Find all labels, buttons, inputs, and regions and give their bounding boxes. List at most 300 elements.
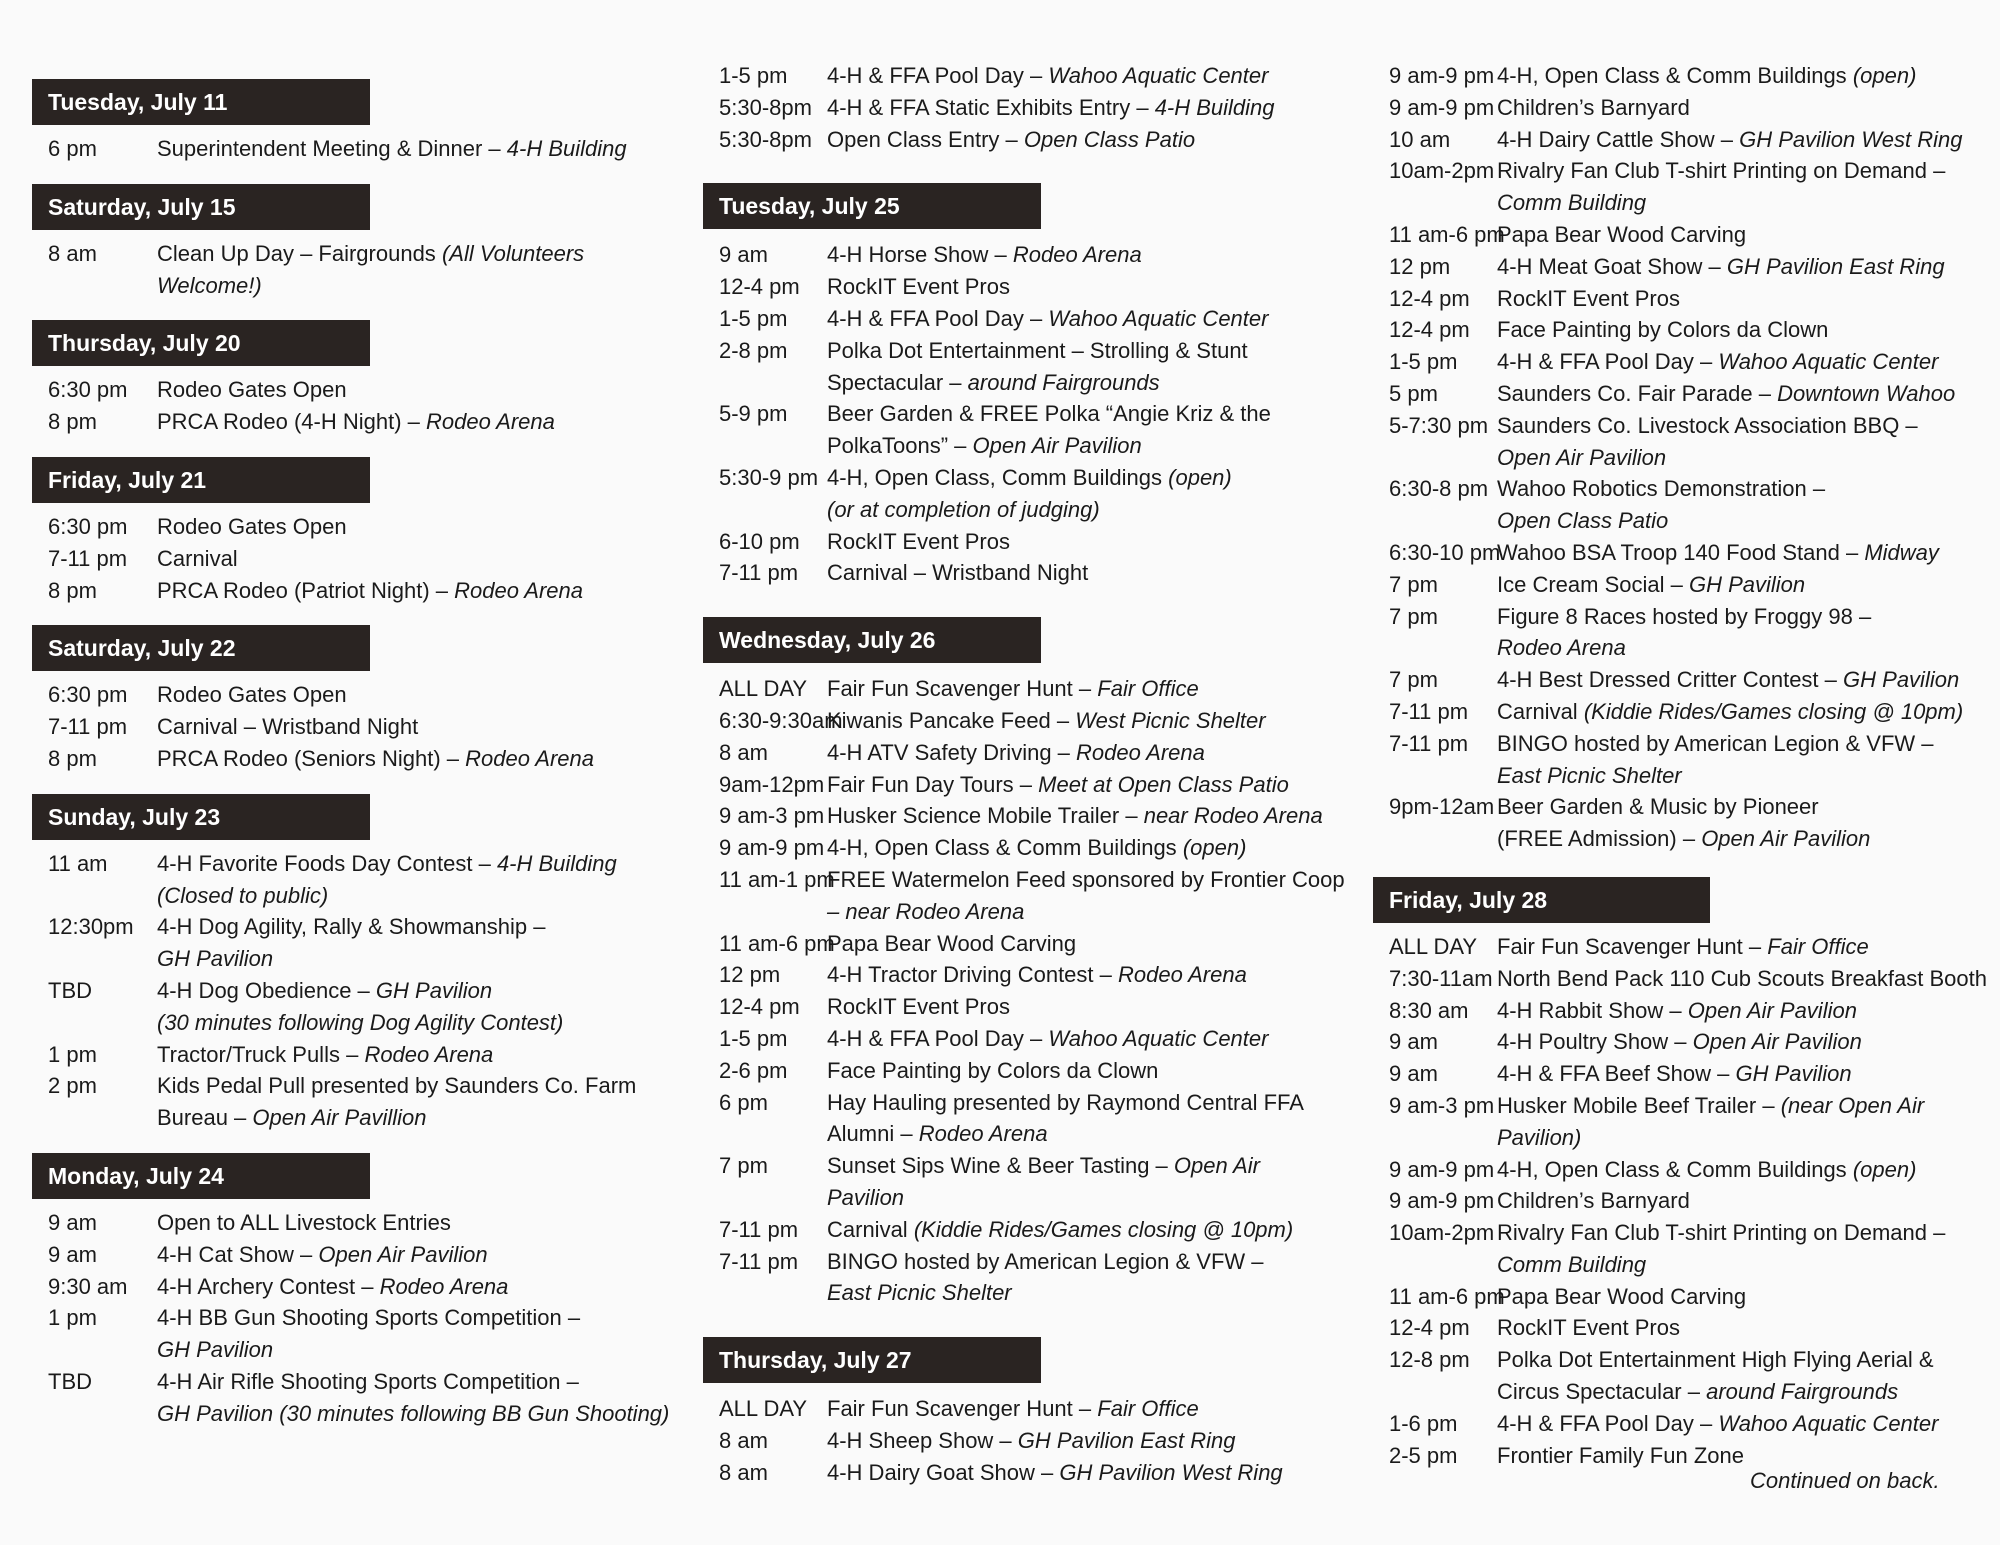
event-row (703, 769, 1353, 801)
event-description (1497, 1026, 1993, 1058)
event-title: Beer Garden & Music by Pioneer (FREE Admission) – (1497, 794, 1819, 852)
event-time: 9 am-9 pm (1389, 1188, 1495, 1214)
schedule-column-3 (1373, 60, 1993, 1471)
day-section (32, 184, 672, 302)
event-description (827, 1055, 1353, 1087)
event-location: GH Pavilion East Ring (1726, 253, 1945, 279)
event-location: 4-H Building (Closed to public) (157, 850, 617, 908)
event-row (32, 848, 672, 912)
event-time: 8 am (719, 739, 768, 765)
event-title: Carnival (1497, 698, 1578, 724)
event-time: TBD (48, 977, 92, 1003)
day-section (703, 60, 1353, 155)
event-title: RockIT Event Pros (1497, 1315, 1680, 1341)
event-location: Open Class Patio (1497, 508, 1669, 534)
event-description (827, 239, 1353, 271)
event-description (827, 1087, 1353, 1151)
event-title: Superintendent Meeting & Dinner – (157, 136, 501, 161)
event-time: 7-11 pm (1389, 698, 1469, 724)
event-description (1497, 664, 1993, 696)
event-description (827, 124, 1353, 156)
event-description (157, 1207, 672, 1239)
event-row (1373, 283, 1993, 315)
event-row (32, 133, 672, 165)
event-row (1373, 1154, 1993, 1186)
event-time: 10am-2pm (1389, 158, 1495, 184)
event-description (1497, 1281, 1993, 1313)
event-description (1497, 155, 1993, 219)
event-title: 4-H Cat Show – (157, 1241, 313, 1267)
event-title: Carnival – Wristband Night (157, 714, 419, 740)
event-location: GH Pavilion (157, 946, 274, 972)
event-location: Open Air Pavilion (1701, 826, 1871, 852)
event-title: PRCA Rodeo (Patriot Night) – (157, 577, 449, 603)
event-title: PRCA Rodeo (Seniors Night) – (157, 745, 460, 771)
event-row (1373, 1344, 1993, 1408)
event-row (1373, 1185, 1993, 1217)
event-description (827, 557, 1353, 589)
event-location: (near Open Air Pavilion) (1497, 1092, 1925, 1150)
event-description (157, 406, 672, 438)
event-description (157, 1239, 672, 1271)
event-row (703, 239, 1353, 271)
event-time: 6-10 pm (719, 528, 800, 554)
schedule-column-2 (703, 60, 1353, 1488)
event-location: (open) (1852, 63, 1917, 88)
event-description (827, 1393, 1353, 1425)
event-location: Rodeo Arena (1118, 962, 1247, 988)
event-title: Tractor/Truck Pulls – (157, 1041, 359, 1067)
event-title: RockIT Event Pros (827, 274, 1010, 300)
event-description (1497, 60, 1993, 92)
event-description (157, 1271, 672, 1303)
event-time: 5:30-8pm (719, 126, 812, 152)
event-description (157, 1070, 672, 1134)
event-title: Papa Bear Wood Carving (1497, 1283, 1747, 1309)
event-location: 4-H Building (1154, 94, 1275, 120)
event-location: – near Rodeo Arena (827, 898, 1025, 924)
event-time: 9 am-3 pm (1389, 1092, 1495, 1118)
event-location: (All Volunteers Welcome!) (157, 240, 585, 298)
event-time: 9 am-9 pm (1389, 94, 1495, 120)
event-time: 2-6 pm (719, 1057, 788, 1083)
event-title: 4-H ATV Safety Driving – (827, 739, 1070, 765)
event-title: Sunset Sips Wine & Beer Tasting – (827, 1153, 1168, 1179)
event-row (32, 406, 672, 438)
event-title: FREE Watermelon Feed sponsored by Frontier Coop (827, 866, 1345, 892)
event-time: 7-11 pm (48, 714, 128, 740)
event-title: Fair Fun Scavenger Hunt – (827, 1396, 1092, 1422)
event-time: 9pm-12am (1389, 794, 1495, 820)
event-title: 4-H, Open Class & Comm Buildings (827, 835, 1177, 861)
event-row (703, 1150, 1353, 1214)
event-location: (Kiddie Rides/Games closing @ 10pm) (913, 1216, 1294, 1242)
event-description (827, 303, 1353, 335)
day-header: Saturday, July 22 (32, 625, 370, 671)
event-description (1497, 283, 1993, 315)
day-header: Thursday, July 27 (703, 1337, 1041, 1383)
event-time: 1-6 pm (1389, 1410, 1458, 1436)
event-location: West Picnic Shelter (1075, 707, 1266, 733)
event-row (703, 800, 1353, 832)
event-description (157, 975, 672, 1039)
event-description (1497, 728, 1993, 792)
event-time: 1-5 pm (1389, 349, 1458, 375)
day-header: Sunday, July 23 (32, 794, 370, 840)
event-time: 11 am-6 pm (1389, 221, 1505, 247)
event-title: Open Class Entry – (827, 126, 1018, 152)
event-time: 6:30 pm (48, 377, 128, 403)
event-location: Rodeo Arena (454, 577, 583, 603)
event-location: Meet at Open Class Patio (1038, 771, 1289, 797)
event-description (827, 705, 1353, 737)
event-title: 4-H & FFA Pool Day – (827, 305, 1043, 331)
event-description (827, 1425, 1353, 1457)
event-row (703, 124, 1353, 156)
event-title: Children’s Barnyard (1497, 1188, 1690, 1214)
event-location: Rodeo Arena (364, 1041, 494, 1067)
event-row (1373, 473, 1993, 537)
event-title: Saunders Co. Fair Parade – (1497, 380, 1771, 406)
event-row (32, 743, 672, 775)
event-description (1497, 1344, 1993, 1408)
event-location: Fair Office (1097, 1396, 1199, 1422)
event-time: 12-4 pm (1389, 1315, 1470, 1341)
event-time: 1 pm (48, 1041, 97, 1067)
event-row (703, 1023, 1353, 1055)
event-time: 11 am (48, 850, 108, 876)
event-time: 9 am-3 pm (719, 803, 825, 829)
event-title: 4-H Dog Agility, Rally & Showmanship – (157, 914, 546, 940)
event-title: 4-H Poultry Show – (1497, 1029, 1687, 1055)
event-row (1373, 251, 1993, 283)
event-description (1497, 346, 1993, 378)
event-title: PRCA Rodeo (4-H Night) – (157, 409, 420, 435)
event-location: GH Pavilion (30 minutes following Dog Agility Contest) (157, 977, 564, 1035)
event-description (157, 133, 672, 165)
event-title: 4-H, Open Class, Comm Buildings (827, 464, 1163, 490)
event-row (1373, 728, 1993, 792)
event-title: Open to ALL Livestock Entries (157, 1209, 451, 1235)
event-time: 9 am (48, 1241, 97, 1267)
event-time: 6:30-8 pm (1389, 476, 1489, 502)
event-location: Rodeo Arena (1497, 635, 1626, 661)
event-title: 4-H & FFA Pool Day – (1497, 1410, 1713, 1436)
event-description (827, 832, 1353, 864)
event-title: Carnival (157, 545, 238, 571)
event-location: Rodeo Arena (1076, 739, 1205, 765)
event-title: Papa Bear Wood Carving (827, 930, 1077, 956)
event-title: 4-H & FFA Pool Day – (827, 63, 1043, 88)
event-title: RockIT Event Pros (827, 528, 1010, 554)
event-title: Children’s Barnyard (1497, 94, 1690, 120)
event-title: Wahoo Robotics Demonstration – (1497, 476, 1826, 502)
event-location: Open Air Pavillion (252, 1105, 427, 1131)
event-row (32, 711, 672, 743)
event-time: 5-9 pm (719, 401, 788, 427)
event-row (1373, 537, 1993, 569)
event-row (32, 374, 672, 406)
event-time: ALL DAY (1389, 933, 1478, 959)
event-description (1497, 410, 1993, 474)
event-row (703, 673, 1353, 705)
event-description (827, 864, 1353, 928)
event-time: 8 am (48, 240, 97, 266)
event-row (32, 1207, 672, 1239)
event-row (703, 705, 1353, 737)
day-section (32, 79, 672, 165)
event-title: Face Painting by Colors da Clown (1497, 317, 1829, 343)
event-title: Husker Mobile Beef Trailer – (1497, 1092, 1775, 1118)
event-title: 4-H & FFA Pool Day – (827, 1025, 1043, 1051)
event-row (1373, 155, 1993, 219)
event-row (1373, 963, 1993, 995)
event-time: 7 pm (1389, 667, 1438, 693)
event-row (703, 864, 1353, 928)
event-title: Fair Fun Day Tours – (827, 771, 1033, 797)
event-location: Rodeo Arena (1012, 242, 1142, 268)
event-description (157, 238, 672, 302)
day-header: Friday, July 28 (1373, 877, 1710, 923)
event-description (827, 1214, 1353, 1246)
event-row (703, 1393, 1353, 1425)
event-title: 4-H Sheep Show – (827, 1427, 1012, 1453)
event-description (157, 1302, 672, 1366)
event-location: Open Air Pavilion (1692, 1029, 1862, 1055)
event-row (703, 1425, 1353, 1457)
event-title: Figure 8 Races hosted by Froggy 98 – (1497, 603, 1872, 629)
event-time: 8:30 am (1389, 997, 1469, 1023)
event-time: 9 am (1389, 1029, 1438, 1055)
event-location: Open Air Pavilion (972, 433, 1142, 459)
event-location: Rodeo Arena (426, 409, 555, 435)
event-title: RockIT Event Pros (827, 994, 1010, 1020)
event-description (157, 1366, 672, 1430)
event-title: Hay Hauling presented by Raymond Central FFA Alumni – (827, 1089, 1304, 1147)
event-time: 11 am-6 pm (719, 930, 835, 956)
event-title: Wahoo BSA Troop 140 Food Stand – (1497, 539, 1859, 565)
event-title: Frontier Family Fun Zone (1497, 1442, 1744, 1468)
event-row (703, 1246, 1353, 1310)
event-time: 9am-12pm (719, 771, 825, 797)
event-location: GH Pavilion (1688, 571, 1806, 597)
event-time: 5:30-8pm (719, 94, 812, 120)
event-description (827, 92, 1353, 124)
event-title: 4-H Rabbit Show – (1497, 997, 1682, 1023)
event-location: Wahoo Aquatic Center (1048, 1025, 1269, 1051)
event-row (1373, 1312, 1993, 1344)
event-row (703, 959, 1353, 991)
event-row (32, 975, 672, 1039)
event-row (703, 335, 1353, 399)
day-header: Wednesday, July 26 (703, 617, 1041, 663)
event-description (157, 1039, 672, 1071)
event-location: Midway (1864, 539, 1939, 565)
event-location: GH Pavilion East Ring (1017, 1427, 1236, 1453)
event-location: Downtown Wahoo (1777, 380, 1956, 406)
event-location: Comm Building (1497, 190, 1647, 216)
event-description (1497, 1154, 1993, 1186)
event-description (1497, 1058, 1993, 1090)
event-description (827, 271, 1353, 303)
event-row (1373, 124, 1993, 156)
event-time: 1-5 pm (719, 305, 788, 331)
event-description (1497, 791, 1993, 855)
event-row (1373, 1440, 1993, 1472)
event-description (1497, 995, 1993, 1027)
event-row (32, 1302, 672, 1366)
event-row (703, 1214, 1353, 1246)
event-title: Rivalry Fan Club T-shirt Printing on Demand – (1497, 1220, 1946, 1246)
event-time: 9:30 am (48, 1273, 128, 1299)
event-time: 7:30-11am (1389, 965, 1493, 991)
event-time: 7-11 pm (719, 1248, 799, 1274)
event-row (32, 1271, 672, 1303)
event-title: Husker Science Mobile Trailer – (827, 803, 1138, 829)
event-time: 10am-2pm (1389, 1220, 1495, 1246)
event-description (827, 673, 1353, 705)
event-title: Saunders Co. Livestock Association BBQ – (1497, 412, 1918, 438)
event-location: Open Air Pavilion (827, 1153, 1260, 1210)
event-title: 4-H Tractor Driving Contest – (827, 962, 1112, 988)
event-time: 5 pm (1389, 380, 1438, 406)
event-row (1373, 410, 1993, 474)
event-title: Carnival – Wristband Night (827, 560, 1089, 586)
event-title: BINGO hosted by American Legion & VFW – (827, 1248, 1264, 1274)
event-time: 9 am-9 pm (1389, 63, 1495, 88)
event-description (1497, 1217, 1993, 1281)
event-location: around Fairgrounds (967, 369, 1160, 395)
event-title: Papa Bear Wood Carving (1497, 221, 1747, 247)
event-time: 11 am-6 pm (1389, 1283, 1505, 1309)
event-time: 8 am (719, 1459, 768, 1485)
event-description (157, 511, 672, 543)
day-section (32, 794, 672, 1134)
event-location: Rodeo Arena (379, 1273, 509, 1299)
event-time: 12-8 pm (1389, 1347, 1470, 1373)
event-row (703, 60, 1353, 92)
event-title: 4-H & FFA Static Exhibits Entry – (827, 94, 1149, 120)
event-row (1373, 1058, 1993, 1090)
event-description (827, 1246, 1353, 1310)
event-description (157, 711, 672, 743)
event-description (827, 462, 1353, 526)
event-title: Rivalry Fan Club T-shirt Printing on Demand – (1497, 158, 1946, 184)
event-row (703, 928, 1353, 960)
event-description (827, 991, 1353, 1023)
event-description (1497, 124, 1993, 156)
event-time: 8 pm (48, 409, 97, 435)
event-row (703, 1055, 1353, 1087)
event-location: (Kiddie Rides/Games closing @ 10pm) (1583, 698, 1964, 724)
event-title: 4-H Dairy Cattle Show – (1497, 126, 1733, 152)
event-location: Comm Building (1497, 1251, 1647, 1277)
event-time: 6:30 pm (48, 682, 128, 708)
event-time: 7-11 pm (48, 545, 128, 571)
event-description (1497, 92, 1993, 124)
event-description (157, 848, 672, 912)
day-section (32, 1153, 672, 1430)
event-location: Wahoo Aquatic Center (1048, 305, 1269, 331)
event-row (703, 271, 1353, 303)
event-row (703, 1087, 1353, 1151)
event-row (1373, 1217, 1993, 1281)
event-row (1373, 1408, 1993, 1440)
event-description (827, 1023, 1353, 1055)
event-row (32, 238, 672, 302)
event-title: 4-H Favorite Foods Day Contest – (157, 850, 491, 876)
event-row (1373, 314, 1993, 346)
event-time: 9 am (1389, 1061, 1438, 1087)
event-time: 9 am-9 pm (719, 835, 825, 861)
event-description (1497, 1408, 1993, 1440)
event-description (827, 800, 1353, 832)
event-title: RockIT Event Pros (1497, 285, 1680, 311)
event-location: (open) (1852, 1156, 1917, 1182)
event-time: 11 am-1 pm (719, 866, 835, 892)
event-title: Polka Dot Entertainment High Flying Aerial & Circus Spectacular – (1497, 1347, 1934, 1405)
event-title: Ice Cream Social – (1497, 571, 1683, 597)
event-title: 4-H BB Gun Shooting Sports Competition – (157, 1305, 581, 1331)
event-title: 4-H Best Dressed Critter Contest – (1497, 667, 1837, 693)
event-time: 7-11 pm (719, 1216, 799, 1242)
event-row (1373, 378, 1993, 410)
event-description (827, 526, 1353, 558)
day-header: Thursday, July 20 (32, 320, 370, 366)
day-section (1373, 877, 1993, 1472)
event-time: 6:30-9:30am (719, 707, 843, 733)
event-time: 12-4 pm (1389, 285, 1470, 311)
event-time: 2-8 pm (719, 337, 788, 363)
event-row (1373, 1281, 1993, 1313)
event-location: East Picnic Shelter (827, 1280, 1012, 1306)
event-time: 8 pm (48, 745, 97, 771)
event-time: 9 am (719, 242, 768, 268)
event-time: 6:30-10 pm (1389, 539, 1501, 565)
event-description (157, 374, 672, 406)
event-description (1497, 1440, 1993, 1472)
event-row (1373, 931, 1993, 963)
event-description (1497, 251, 1993, 283)
event-description (157, 911, 672, 975)
event-location: around Fairgrounds (1706, 1379, 1899, 1405)
event-time: 6:30 pm (48, 513, 128, 539)
event-title: 4-H & FFA Pool Day – (1497, 349, 1713, 375)
day-section (32, 320, 672, 438)
event-description (1497, 314, 1993, 346)
event-title: North Bend Pack 110 Cub Scouts Breakfast Booth (1497, 965, 1987, 991)
event-title: 4-H Dairy Goat Show – (827, 1459, 1054, 1485)
event-location: Wahoo Aquatic Center (1718, 349, 1939, 375)
event-description (1497, 219, 1993, 251)
day-section (32, 625, 672, 774)
event-title: Rodeo Gates Open (157, 682, 347, 708)
event-row (703, 303, 1353, 335)
event-row (32, 511, 672, 543)
event-row (1373, 92, 1993, 124)
day-header: Tuesday, July 25 (703, 183, 1041, 229)
event-title: 4-H Air Rifle Shooting Sports Competition – (157, 1368, 579, 1394)
event-description (1497, 963, 1993, 995)
event-row (703, 462, 1353, 526)
event-title: Rodeo Gates Open (157, 377, 347, 403)
event-title: 4-H, Open Class & Comm Buildings (1497, 63, 1847, 88)
event-row (1373, 1090, 1993, 1154)
event-time: 5-7:30 pm (1389, 412, 1489, 438)
event-row (32, 1239, 672, 1271)
event-title: 4-H, Open Class & Comm Buildings (1497, 1156, 1847, 1182)
event-row (32, 543, 672, 575)
